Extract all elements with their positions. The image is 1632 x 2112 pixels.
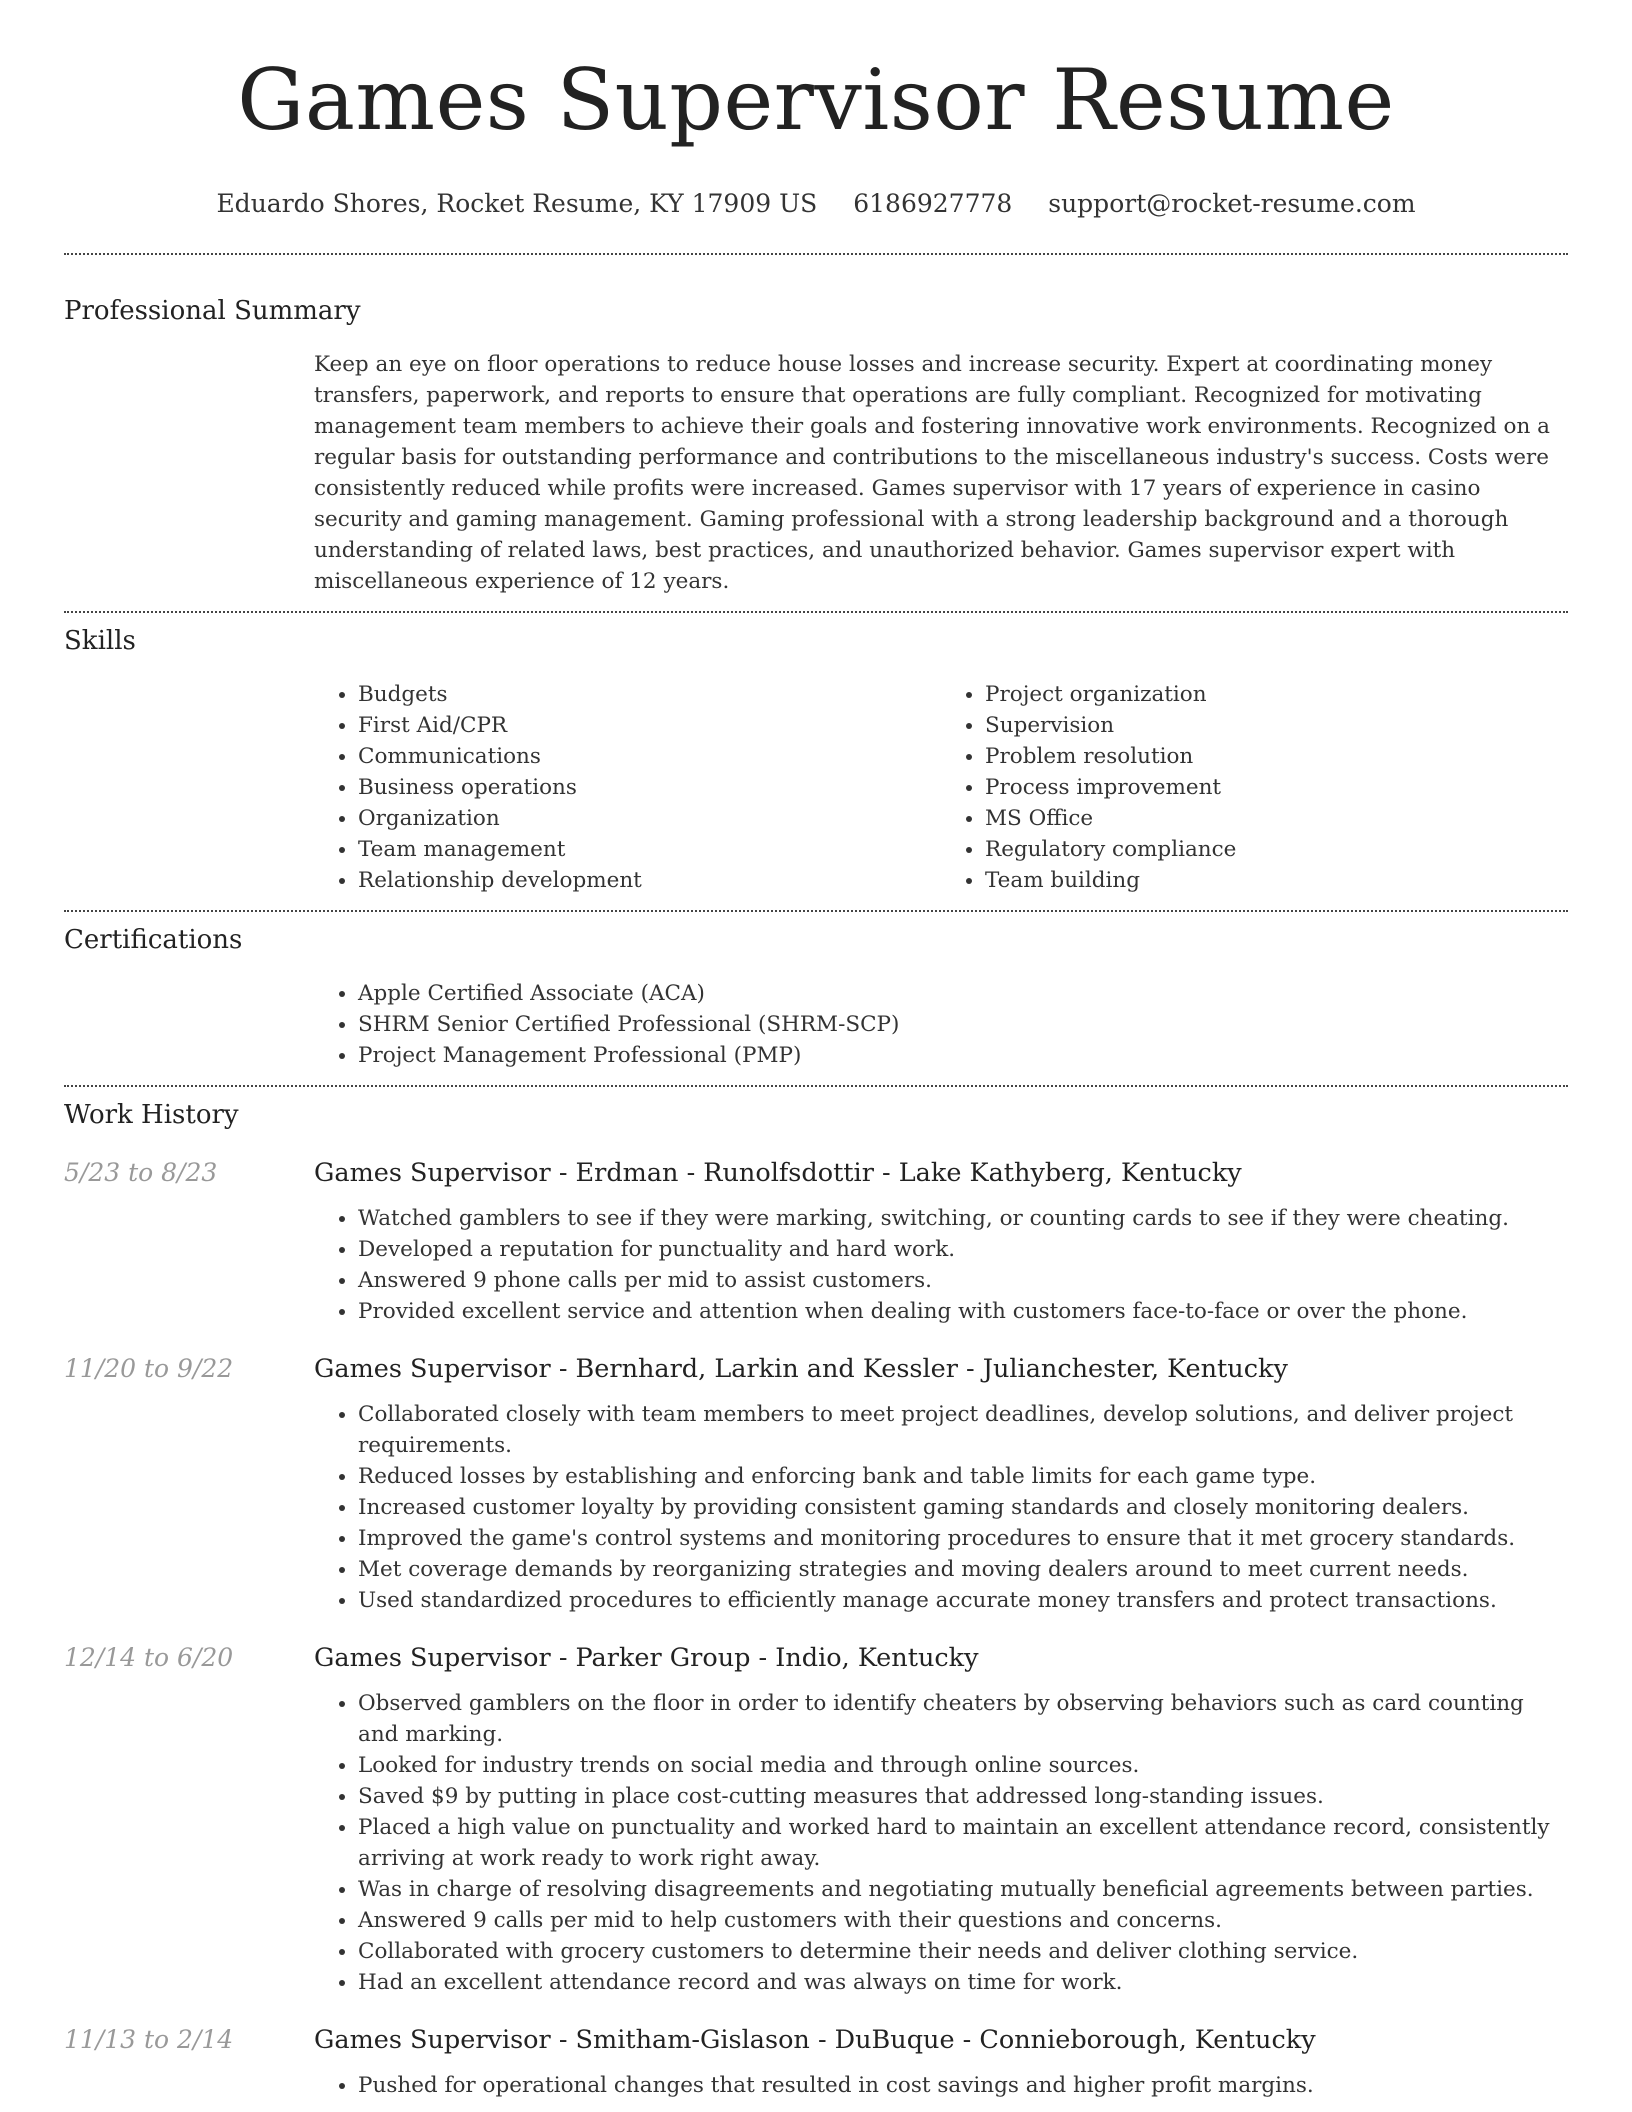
job-entry (64, 2024, 1568, 2101)
job-bullet: • Was in charge of resolving disagreements and negotiating mutually beneficial agreements between parties. (358, 1874, 1568, 1905)
skill-item: • Organization (358, 803, 941, 834)
job-bullet: • Provided excellent service and attention when dealing with customers face-to-face or over the phone. (358, 1296, 1568, 1327)
summary-heading: Professional Summary (64, 296, 361, 326)
job-dates: 12/14 to 6/20 (64, 1643, 234, 1672)
skill-item: • Team management (358, 834, 941, 865)
job-details (314, 1157, 1568, 1327)
job-title: Games Supervisor - Erdman - Runolfsdottir - Lake Kathyberg, Kentucky (314, 1158, 1242, 1188)
skill-item: • MS Office (985, 803, 1568, 834)
work-jobs (64, 1157, 1568, 2101)
job-bullet: • Pushed for operational changes that resulted in cost savings and higher profit margins. (358, 2070, 1568, 2101)
job-dates: 5/23 to 8/23 (64, 1158, 218, 1187)
skill-item: • Budgets (358, 679, 941, 710)
certifications-section (64, 912, 1568, 1071)
certification-item: • Project Management Professional (PMP) (358, 1040, 1568, 1071)
job-entry (64, 1157, 1568, 1327)
job-details (314, 2024, 1568, 2101)
skill-item: • Communications (358, 741, 941, 772)
certification-item: • Apple Certified Associate (ACA) (358, 978, 1568, 1009)
contact-address: Eduardo Shores, Rocket Resume, KY 17909 US (216, 189, 818, 218)
job-entry (64, 1353, 1568, 1616)
job-title: Games Supervisor - Smitham-Gislason - DuBuque - Connieborough, Kentucky (314, 2025, 1316, 2055)
job-bullet: • Met coverage demands by reorganizing strategies and moving dealers around to meet current needs. (358, 1554, 1568, 1585)
job-bullets (314, 1688, 1568, 1998)
skills-columns (314, 679, 1568, 896)
job-entry (64, 1642, 1568, 1998)
job-bullet: • Increased customer loyalty by providing consistent gaming standards and closely monitoring dealers. (358, 1492, 1568, 1523)
skills-list-right (941, 679, 1568, 896)
job-bullet: • Had an excellent attendance record and was always on time for work. (358, 1967, 1568, 1998)
job-dates: 11/20 to 9/22 (64, 1354, 234, 1383)
summary-section (64, 295, 1568, 597)
skill-item: • Business operations (358, 772, 941, 803)
job-bullet: • Looked for industry trends on social media and through online sources. (358, 1750, 1568, 1781)
work-section (64, 1087, 1568, 2101)
job-bullet: • Watched gamblers to see if they were marking, switching, or counting cards to see if they were cheating. (358, 1203, 1568, 1234)
job-bullet: • Collaborated with grocery customers to determine their needs and deliver clothing service. (358, 1936, 1568, 1967)
skill-item: • Team building (985, 865, 1568, 896)
contact-email: support@rocket-resume.com (1048, 189, 1416, 218)
job-title: Games Supervisor - Bernhard, Larkin and Kessler - Julianchester, Kentucky (314, 1354, 1288, 1384)
skill-item: • Problem resolution (985, 741, 1568, 772)
page-title: Games Supervisor Resume (237, 51, 1395, 149)
skills-list-left (314, 679, 941, 896)
skill-item: • Supervision (985, 710, 1568, 741)
skills-section (64, 613, 1568, 896)
certifications-heading: Certifications (64, 925, 243, 955)
contact-phone: 6186927778 (853, 189, 1013, 218)
contact-line (64, 188, 1568, 220)
certification-item: • SHRM Senior Certified Professional (SHRM-SCP) (358, 1009, 1568, 1040)
skill-item: • Project organization (985, 679, 1568, 710)
summary-text: Keep an eye on floor operations to reduce house losses and increase security. Expert at coordinating money transfers, paperwork, and reports to ensure that operations are fully compliant. Recognized for motivating management team members to achieve their goals and fostering innovative work environments. Recognized on a regular basis for outstanding performance and contributions to the miscellaneous industry's success. Costs were consistently reduced while profits were increased. Games supervisor with 17 years of experience in casino security and gaming management. Gaming professional with a strong leadership background and a thorough understanding of related laws, best practices, and unauthorized behavior. Games supervisor expert with miscellaneous experience of 12 years. (314, 352, 1550, 594)
job-bullets (314, 1399, 1568, 1616)
job-details (314, 1353, 1568, 1616)
skill-item: • Process improvement (985, 772, 1568, 803)
job-bullet: • Observed gamblers on the floor in order to identify cheaters by observing behaviors such as card counting and marking. (358, 1688, 1568, 1750)
work-heading: Work History (64, 1100, 239, 1130)
job-bullets (314, 2070, 1568, 2101)
job-bullet: • Developed a reputation for punctuality and hard work. (358, 1234, 1568, 1265)
job-bullet: • Placed a high value on punctuality and worked hard to maintain an excellent attendance record, consistently arriving at work ready to work right away. (358, 1812, 1568, 1874)
job-bullet: • Improved the game's control systems and monitoring procedures to ensure that it met grocery standards. (358, 1523, 1568, 1554)
job-bullet: • Saved $9 by putting in place cost-cutting measures that addressed long-standing issues. (358, 1781, 1568, 1812)
job-title: Games Supervisor - Parker Group - Indio, Kentucky (314, 1643, 979, 1673)
certifications-container (314, 978, 1568, 1071)
job-dates: 11/13 to 2/14 (64, 2025, 234, 2054)
skill-item: • Regulatory compliance (985, 834, 1568, 865)
job-details (314, 1642, 1568, 1998)
certifications-list (314, 978, 1568, 1071)
skill-item: • First Aid/CPR (358, 710, 941, 741)
job-bullet: • Collaborated closely with team members to meet project deadlines, develop solutions, and deliver project requirements. (358, 1399, 1568, 1461)
job-bullet: • Used standardized procedures to efficiently manage accurate money transfers and protect transactions. (358, 1585, 1568, 1616)
job-bullets (314, 1203, 1568, 1327)
job-bullet: • Answered 9 phone calls per mid to assist customers. (358, 1265, 1568, 1296)
job-bullet: • Answered 9 calls per mid to help customers with their questions and concerns. (358, 1905, 1568, 1936)
divider (64, 253, 1568, 255)
skills-heading: Skills (64, 626, 136, 656)
skill-item: • Relationship development (358, 865, 941, 896)
job-bullet: • Reduced losses by establishing and enforcing bank and table limits for each game type. (358, 1461, 1568, 1492)
